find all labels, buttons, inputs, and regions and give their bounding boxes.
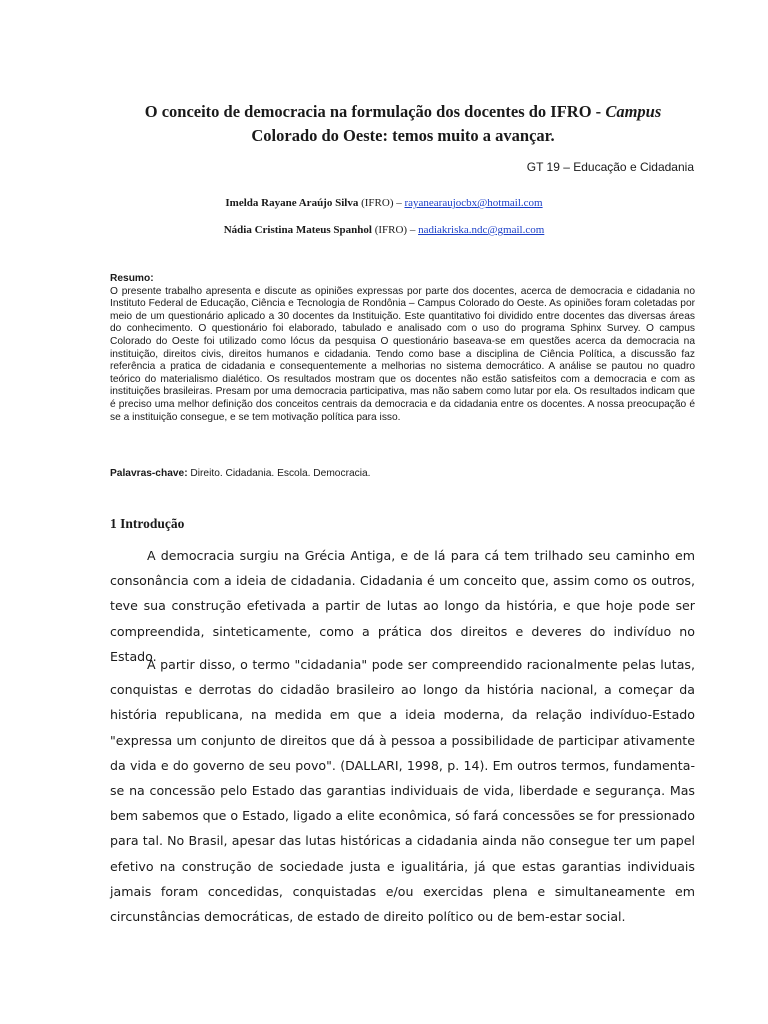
paper-title — [110, 100, 696, 148]
working-group: GT 19 – Educação e Cidadania — [526, 160, 694, 174]
keywords-text: Direito. Cidadania. Escola. Democracia. — [187, 468, 371, 479]
author-name: Imelda Rayane Araújo Silva — [225, 197, 359, 209]
body-paragraph: A partir disso, o termo "cidadania" pode ser compreendido racionalmente pelas lutas, conquistas e derrotas do cidadão brasileiro ao longo da história nacional, a começar da história republicana, na medida em que a ideia moderna, da relação indivíduo-Estado "expressa um conjunto de direitos que dá à pessoa a possibilidade de participar ativamente da vida e do governo de seu povo". (DALLARI, 1998, p. 14). Em outros termos, fundamenta-se na concessão pelo Estado das garantias individuais de vida, liberdade e segurança. Mas bem sabemos que o Estado, ligado a elite econômica, só fará concessões se for pressionado para tal. No Brasil, apesar das lutas históricas a cidadania ainda não consegue ter um papel efetivo na construção de sociedade justa e igualitária, já que estas garantias individuais jamais foram concedidas, conquistadas e/ou exercidas plena e simultaneamente em circunstâncias democráticas, de estado de direito político ou de bem-estar social. — [110, 657, 695, 925]
author-affiliation: (IFRO) – — [371, 224, 419, 236]
section-heading: 1 Introdução — [110, 516, 185, 531]
author-email-link[interactable]: nadiakriska.ndc@gmail.com — [418, 224, 545, 236]
keywords-line — [110, 467, 695, 481]
keywords-label: Palavras-chave: — [110, 468, 188, 479]
abstract-label: Resumo: — [110, 273, 154, 284]
body-paragraph: A democracia surgiu na Grécia Antiga, e de lá para cá tem trilhado seu caminho em consonância com a ideia de cidadania. Cidadania é um conceito que, assim como os outros, teve sua construção efetivada a partir de lutas ao longo da história, e que hoje pode ser compreendida, sinteticamente, como a prática dos direitos e deveres do indivíduo no Estado. — [110, 548, 695, 664]
title-part1: O conceito de democracia na formulação dos docentes do IFRO - — [144, 102, 606, 121]
title-italic: Campus — [605, 102, 662, 121]
author-email-link[interactable]: rayanearaujocbx@hotmail.com — [404, 197, 543, 209]
author-line-2 — [0, 222, 768, 238]
author-line-1 — [0, 195, 768, 211]
abstract-text: O presente trabalho apresenta e discute as opiniões expressas por parte dos docentes, acerca de democracia e cidadania no Instituto Federal de Educação, Ciência e Tecnologia de Rondônia – Campus Colorado do Oeste. As opiniões foram coletadas por meio de um questionário aplicado a 30 docentes da Instituição. Este quantitativo foi dividido entre docentes das diversas áreas do conhecimento. O questionário foi elaborado, tabulado e analisado com o uso do programa Sphinx Survey. O campus Colorado do Oeste foi utilizado como lócus da pesquisa O questionário baseava-se em questões acerca da democracia na instituição, direitos civis, direitos humanos e cidadania. Tendo como base a disciplina de Ciência Política, a discussão faz referência a pratica de cidadania e consequentemente a melhorias no sistema democrático. A análise se pautou no quadro teórico do materialismo dialético. Os resultados mostram que os docentes não estão satisfeitos com a democracia e com as instituições brasileiras. Presam por uma democracia participativa, mas não sabem como lutar por ela. Os resultados indicam que é preciso uma melhor definição dos conceitos centrais da democracia e da cidadania entre os docentes. A nossa preocupação é se a instituição consegue, e se tem motivação política para isso. — [110, 285, 695, 423]
title-part2: Colorado do Oeste: temos muito a avançar. — [251, 126, 555, 145]
author-name: Nádia Cristina Mateus Spanhol — [223, 224, 372, 236]
abstract-block — [110, 273, 695, 424]
author-affiliation: (IFRO) – — [358, 197, 405, 209]
